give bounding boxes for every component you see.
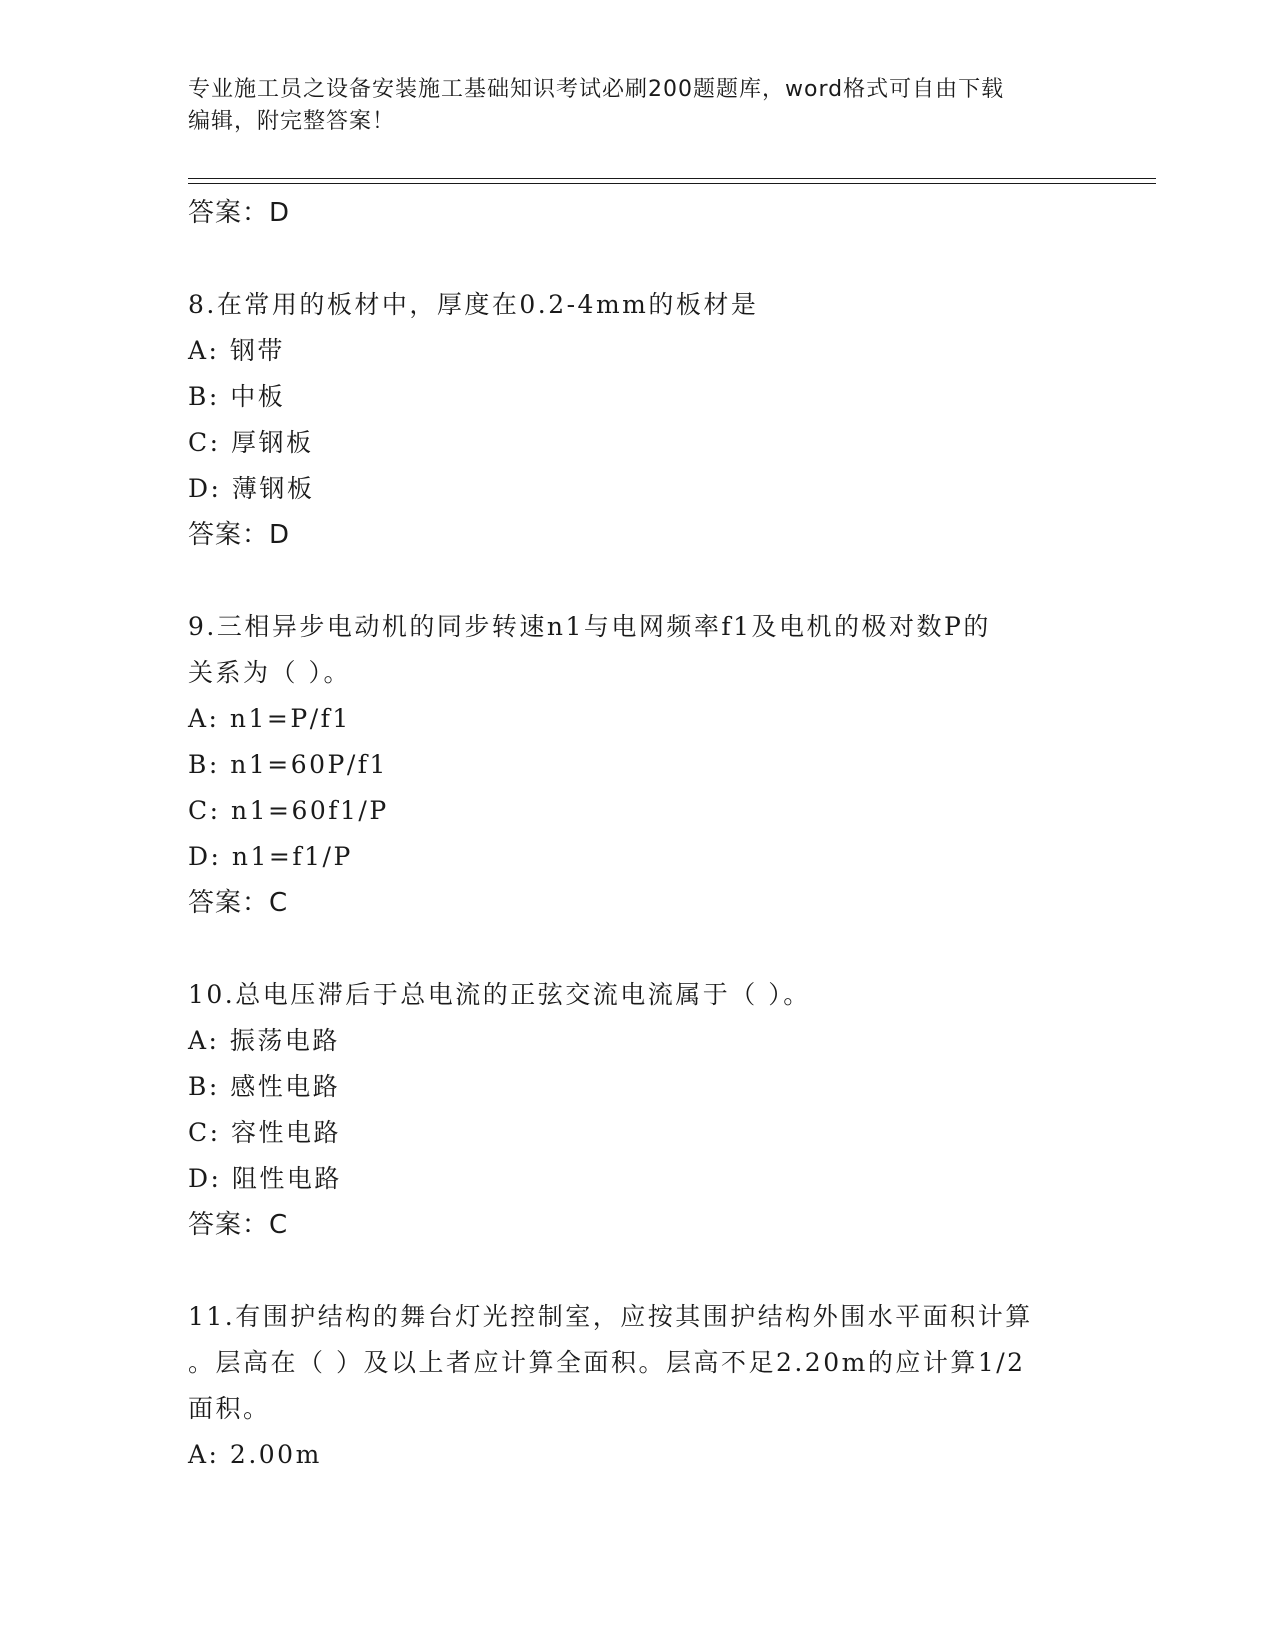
option-a: A: 钢带 <box>188 336 285 365</box>
option-d: D: 薄钢板 <box>188 474 315 503</box>
spacer <box>188 558 1088 604</box>
question-stem: 8.在常用的板材中，厚度在0.2-4mm的板材是 <box>188 290 759 319</box>
question-9 <box>188 604 1088 926</box>
answer: 答案：D <box>188 520 291 550</box>
option-d: D: n1=f1/P <box>188 842 353 871</box>
document-header <box>188 74 1088 138</box>
answer: 答案：C <box>188 1210 289 1240</box>
spacer <box>188 926 1088 972</box>
question-10 <box>188 972 1088 1248</box>
header-divider-bottom <box>188 183 1156 184</box>
question-11 <box>188 1294 1088 1478</box>
header-title-line-2: 编辑，附完整答案！ <box>188 109 396 134</box>
option-d: D: 阻性电路 <box>188 1164 342 1193</box>
option-a: A: 2.00m <box>188 1440 322 1469</box>
previous-answer: 答案：D <box>188 198 291 228</box>
spacer <box>188 1248 1088 1294</box>
spacer <box>188 236 1088 282</box>
option-c: C: 容性电路 <box>188 1118 341 1147</box>
answer: 答案：C <box>188 888 289 918</box>
header-divider-top <box>188 178 1156 179</box>
option-c: C: n1=60f1/P <box>188 796 389 825</box>
question-stem: 10.总电压滞后于总电流的正弦交流电流属于（ ）。 <box>188 980 811 1009</box>
option-b: B: 感性电路 <box>188 1072 341 1101</box>
question-8 <box>188 282 1088 558</box>
question-stem-continued: 。层高在（ ）及以上者应计算全面积。层高不足2.20m的应计算1/2 <box>188 1348 1026 1377</box>
header-title-line-1: 专业施工员之设备安装施工基础知识考试必刷200题题库，word格式可自由下载 <box>188 77 1005 102</box>
option-c: C: 厚钢板 <box>188 428 314 457</box>
option-b: B: 中板 <box>188 382 286 411</box>
option-a: A: n1=P/f1 <box>188 704 351 733</box>
question-stem: 9.三相异步电动机的同步转速n1与电网频率f1及电机的极对数P的 <box>188 612 991 641</box>
question-stem-continued: 面积。 <box>188 1394 271 1423</box>
option-a: A: 振荡电路 <box>188 1026 340 1055</box>
question-list <box>188 190 1088 1478</box>
option-b: B: n1=60P/f1 <box>188 750 388 779</box>
question-stem: 11.有围护结构的舞台灯光控制室，应按其围护结构外围水平面积计算 <box>188 1302 1033 1331</box>
question-stem-continued: 关系为（ ）。 <box>188 658 351 687</box>
